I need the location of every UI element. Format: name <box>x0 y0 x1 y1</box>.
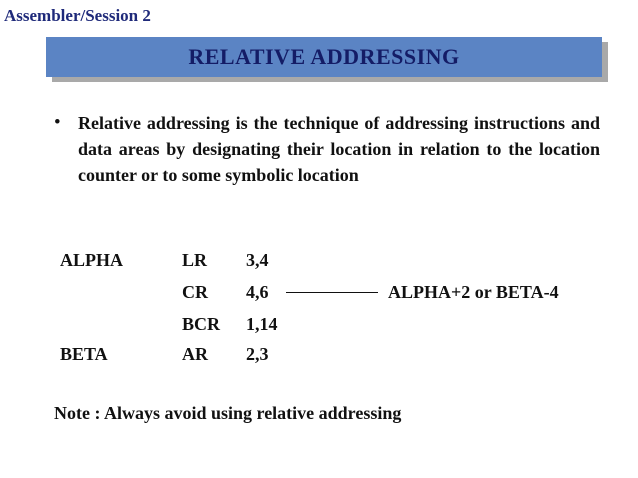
title-bar <box>46 37 602 77</box>
session-label: Assembler/Session 2 <box>4 6 151 25</box>
code-line <box>0 247 638 273</box>
code-line <box>0 311 638 337</box>
bullet-text: Relative addressing is the technique of addressing instructions and data areas by designating their location in relation to the location counter or to some symbolic location <box>78 113 600 185</box>
code-opcode: BCR <box>182 314 221 334</box>
bullet-point <box>54 110 600 188</box>
code-opcode: LR <box>182 250 208 270</box>
code-operands: 3,4 <box>246 250 269 270</box>
code-line <box>0 279 638 305</box>
code-operands: 4,6 <box>246 282 269 302</box>
connector-line <box>286 292 378 293</box>
bullet-marker: • <box>54 112 61 133</box>
code-opcode: AR <box>182 344 208 364</box>
code-operands: 2,3 <box>246 344 269 364</box>
slide-title: RELATIVE ADDRESSING <box>188 44 460 69</box>
note-text: Note : Always avoid using relative addressing <box>54 403 402 423</box>
code-label: BETA <box>60 344 108 364</box>
code-label: ALPHA <box>60 250 123 270</box>
code-operands: 1,14 <box>246 314 278 334</box>
code-line <box>0 341 638 367</box>
code-opcode: CR <box>182 282 208 302</box>
code-comment: ALPHA+2 or BETA-4 <box>388 282 559 302</box>
